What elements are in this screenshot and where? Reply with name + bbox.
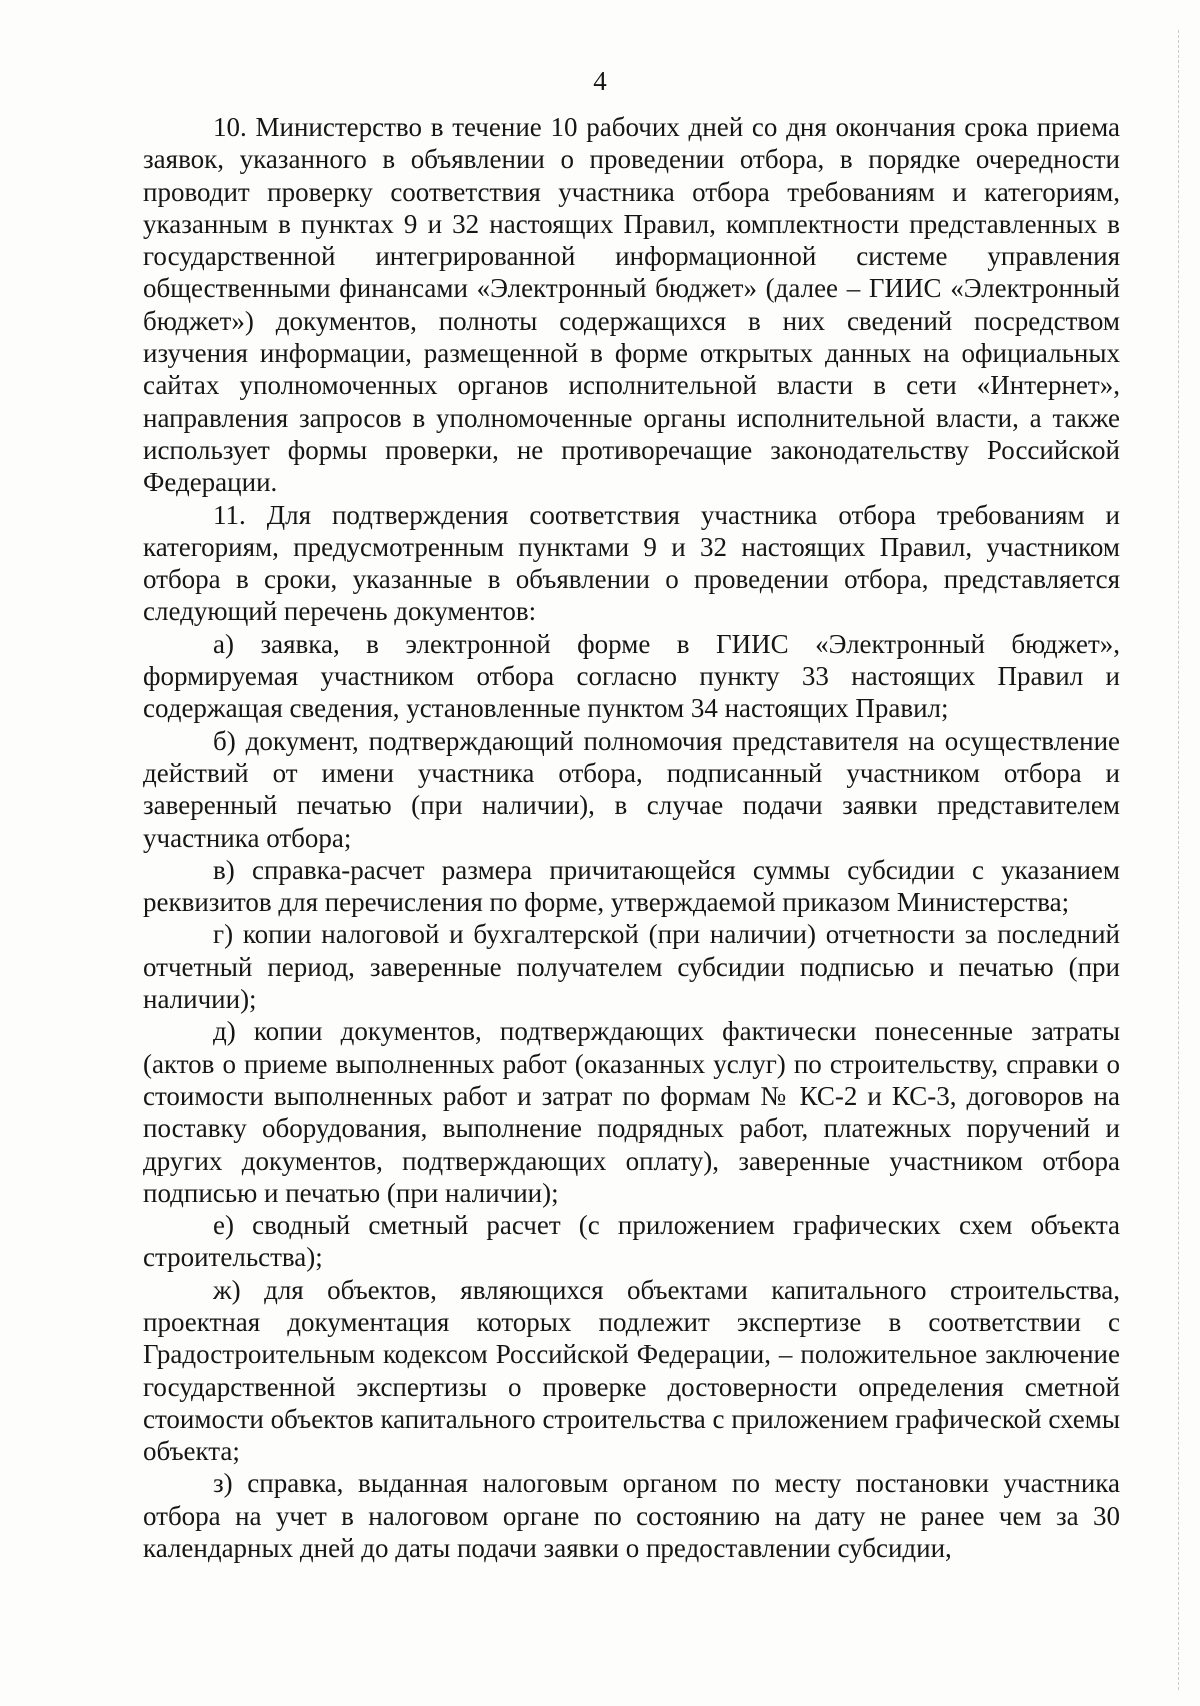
- list-item-v: в) справка-расчет размера причитающейся суммы субсидии с указанием реквизитов для перечисления по форме, утверждаемой приказом Министерства;: [143, 854, 1120, 918]
- list-item-d: д) копии документов, подтверждающих фактически понесенные затраты (актов о приеме выполненных работ (оказанных услуг) по строительству, справки о стоимости выполненных работ и затрат по формам № КС-2 и КС-3, договоров на поставку оборудования, выполнение подрядных работ, платежных поручений и других документов, подтверждающих оплату), заверенные участником отбора подписью и печатью (при наличии);: [143, 1016, 1120, 1208]
- list-item-b: б) документ, подтверждающий полномочия представителя на осуществление действий от имени участника отбора, подписанный участником отбора и заверенный печатью (при наличии), в случае подачи заявки представителем участника отбора;: [143, 725, 1120, 853]
- list-item-e: е) сводный сметный расчет (с приложением графических схем объекта строительства);: [143, 1210, 1120, 1273]
- document-body: [143, 111, 1120, 1564]
- paragraph-10: 10. Министерство в течение 10 рабочих дней со дня окончания срока приема заявок, указанного в объявлении о проведении отбора, в порядке очередности проводит проверку соответствия участника отбора требованиям и категориям, указанным в пунктах 9 и 32 настоящих Правил, комплектности представленных в государственной интегрированной информационной системе управления общественными финансами «Электронный бюджет» (далее – ГИИС «Электронный бюджет») документов, полноты содержащихся в них сведений посредством изучения информации, размещенной в форме открытых данных на официальных сайтах уполномоченных органов исполнительной власти в сети «Интернет», направления запросов в уполномоченные органы исполнительной власти, а также использует формы проверки, не противоречащие законодательству Российской Федерации.: [143, 112, 1120, 498]
- list-item-a: а) заявка, в электронной форме в ГИИС «Электронный бюджет», формируемая участником отбора согласно пункту 33 настоящих Правил и содержащая сведения, установленные пунктом 34 настоящих Правил;: [143, 628, 1120, 724]
- paragraph-11: 11. Для подтверждения соответствия участника отбора требованиям и категориям, предусмотренным пунктами 9 и 32 настоящих Правил, участником отбора в сроки, указанные в объявлении о проведении отбора, представляется следующий перечень документов:: [143, 499, 1120, 627]
- scan-edge-mark: [1178, 30, 1179, 1690]
- page-number: 4: [593, 66, 607, 96]
- list-item-z: з) справка, выданная налоговым органом по месту постановки участника отбора на учет в налоговом органе по состоянию на дату не ранее чем за 30 календарных дней до даты подачи заявки о предоставлении субсидии,: [143, 1468, 1120, 1564]
- list-item-g: г) копии налоговой и бухгалтерской (при наличии) отчетности за последний отчетный период, заверенные получателем субсидии подписью и печатью (при наличии);: [143, 919, 1120, 1015]
- list-item-zh: ж) для объектов, являющихся объектами капитального строительства, проектная документация которых подлежит экспертизе в соответствии с Градостроительным кодексом Российской Федерации, – положительное заключение государственной экспертизы о проверке достоверности определения сметной стоимости объектов капитального строительства с приложением графической схемы объекта;: [143, 1274, 1120, 1467]
